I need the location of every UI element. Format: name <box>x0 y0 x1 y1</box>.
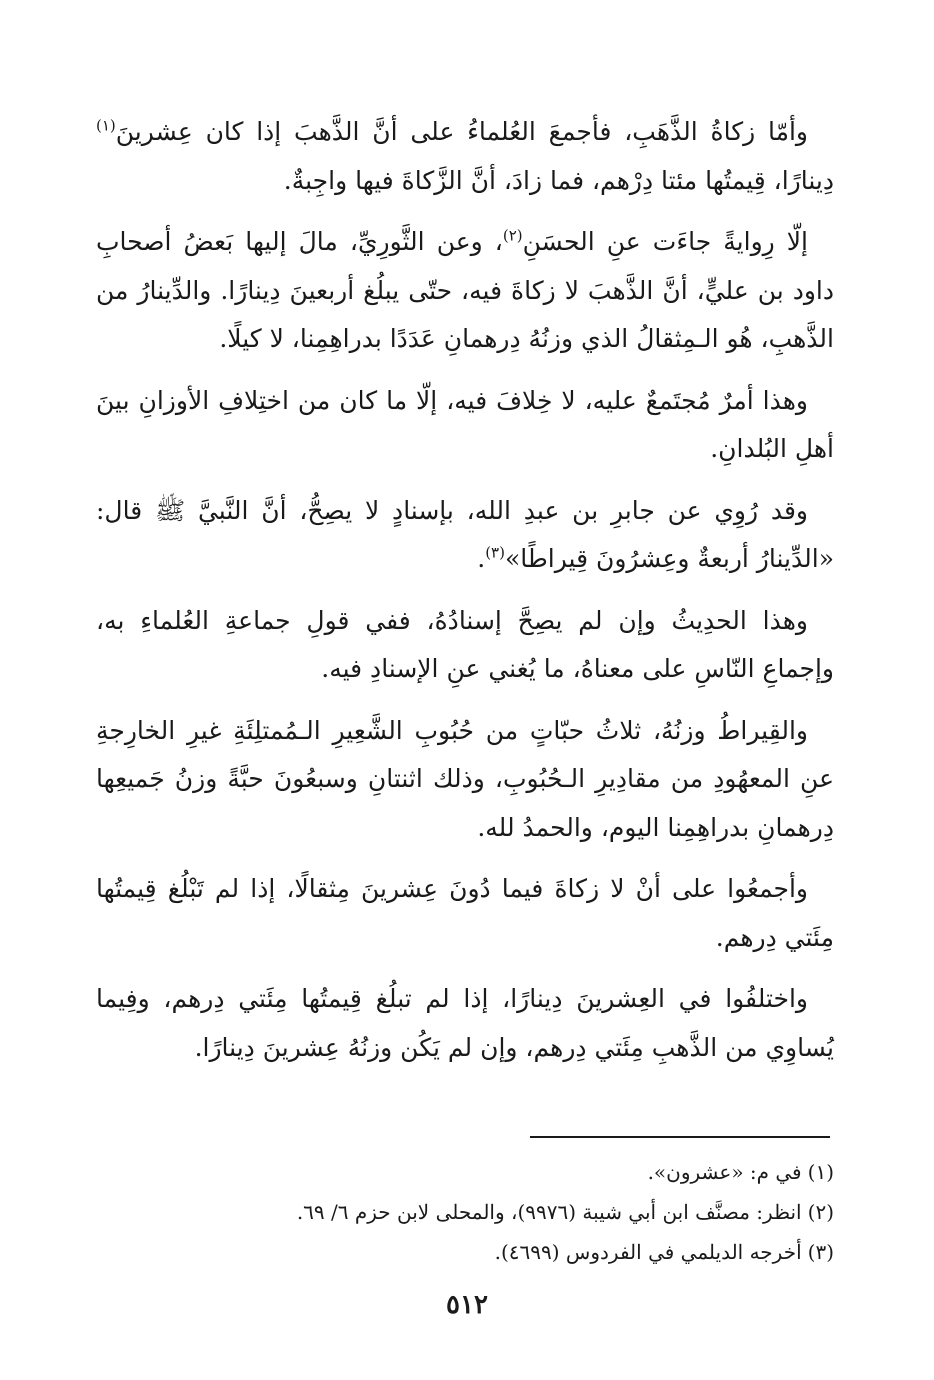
footnote-reference: (٣) <box>485 543 505 562</box>
paragraph-text: إلّا رِوايةً جاءَت عنِ الحسَنِ <box>522 227 808 256</box>
footnote-1 <box>96 1152 834 1192</box>
footnote-text: أخرجه الديلمي في الفردوس (٤٦٩٩). <box>494 1240 802 1264</box>
footnote-number: (٢) <box>807 1200 834 1224</box>
footnotes <box>96 1152 834 1272</box>
paragraph-text: وأمّا زكاةُ الذَّهَبِ، فأجمعَ العُلماءُ على أنَّ الذَّهبَ إذا كان عِشرينَ <box>115 117 808 146</box>
footnote-separator <box>530 1136 830 1138</box>
paragraph-6 <box>96 707 834 853</box>
paragraph-text: دِينارًا، قِيمتُها مئتا دِرْهم، فما زادَ، أنَّ الزَّكاةَ فيها واجِبةٌ. <box>283 165 834 195</box>
paragraph-text: وهذا الحدِيثُ وإن لم يصِحَّ إسنادُهُ، ففي قولِ جماعةِ العُلماءِ به، وإجماعِ النّاسِ على معناهُ، ما يُغني عنِ الإسنادِ فيه. <box>96 605 834 683</box>
paragraph-text: واختلفُوا في العِشرينَ دِينارًا، إذا لم تبلُغ قِيمتُها مِئَتي دِرهم، وفِيما يُساوِي من الذَّهبِ مِئَتي دِرهم، وإن لم يَكُن وزنُهُ عِشرينَ دِينارًا. <box>96 984 834 1062</box>
page-number: ٥١٢ <box>446 1290 488 1320</box>
footnote-text: انظر: مصنَّف ابن أبي شيبة (٩٩٧٦)، والمحلى لابن حزم ٦/ ٦٩. <box>296 1200 802 1224</box>
paragraph-text: وقد رُوِي عن جابرِ بن عبدِ الله، بإسنادٍ لا يصِحُّ، أنَّ النَّبيَّ ﷺ قال: «الدِّينارُ أربعةٌ وعِشرُونَ قِيراطًا» <box>96 495 834 573</box>
footnote-3 <box>96 1232 834 1272</box>
footnote-number: (١) <box>807 1160 834 1184</box>
footnote-text: في م: «عشرون». <box>647 1160 802 1184</box>
paragraph-8 <box>96 975 834 1072</box>
footnote-number: (٣) <box>807 1240 834 1264</box>
paragraph-1 <box>96 108 834 205</box>
paragraph-7 <box>96 865 834 962</box>
paragraph-text: ، وعن الثَّورِيِّ، مالَ إليها بَعضُ أصحابِ داود بن عليٍّ، أنَّ الذَّهبَ لا زكاةَ فيه، حتّى يبلُغ أربعينَ دِينارًا. والدِّينارُ من الذَّهبِ، هُو الـمِثقالُ الذي وزنُهُ دِرهمانِ عَدَدًا بدراهِمِنا، لا كيلًا. <box>96 227 834 353</box>
paragraph-text: والقِيراطُ وزنُهُ، ثلاثُ حبّاتٍ من حُبُوبِ الشَّعِيرِ الـمُمتلِئَةِ غيرِ الخارِجةِ عنِ المعهُودِ من مقادِيرِ الـحُبُوبِ، وذلك اثنتانِ وسبعُونَ حبَّةً وزنُ جَميعِها دِرهمانِ بدراهِمِنا اليوم، والحمدُ لله. <box>96 715 834 842</box>
footnote-reference: (٢) <box>502 226 523 245</box>
paragraph-4 <box>96 487 834 584</box>
paragraph-3 <box>96 377 834 474</box>
paragraph-text: . <box>477 544 486 573</box>
paragraph-2 <box>96 218 834 364</box>
footnote-2 <box>96 1192 834 1232</box>
paragraph-5 <box>96 597 834 694</box>
paragraph-text: وأجمعُوا على أنْ لا زكاةَ فيما دُونَ عِشرينَ مِثقالًا، إذا لم تَبْلُغ قِيمتُها مِئَتي دِرهم. <box>96 874 834 952</box>
paragraph-text: وهذا أمرٌ مُجتَمعٌ عليه، لا خِلافَ فيه، إلّا ما كان من اختِلافِ الأوزانِ بينَ أهلِ البُلدانِ. <box>96 385 834 463</box>
footnote-reference: (١) <box>96 116 116 135</box>
main-text <box>96 108 834 1085</box>
